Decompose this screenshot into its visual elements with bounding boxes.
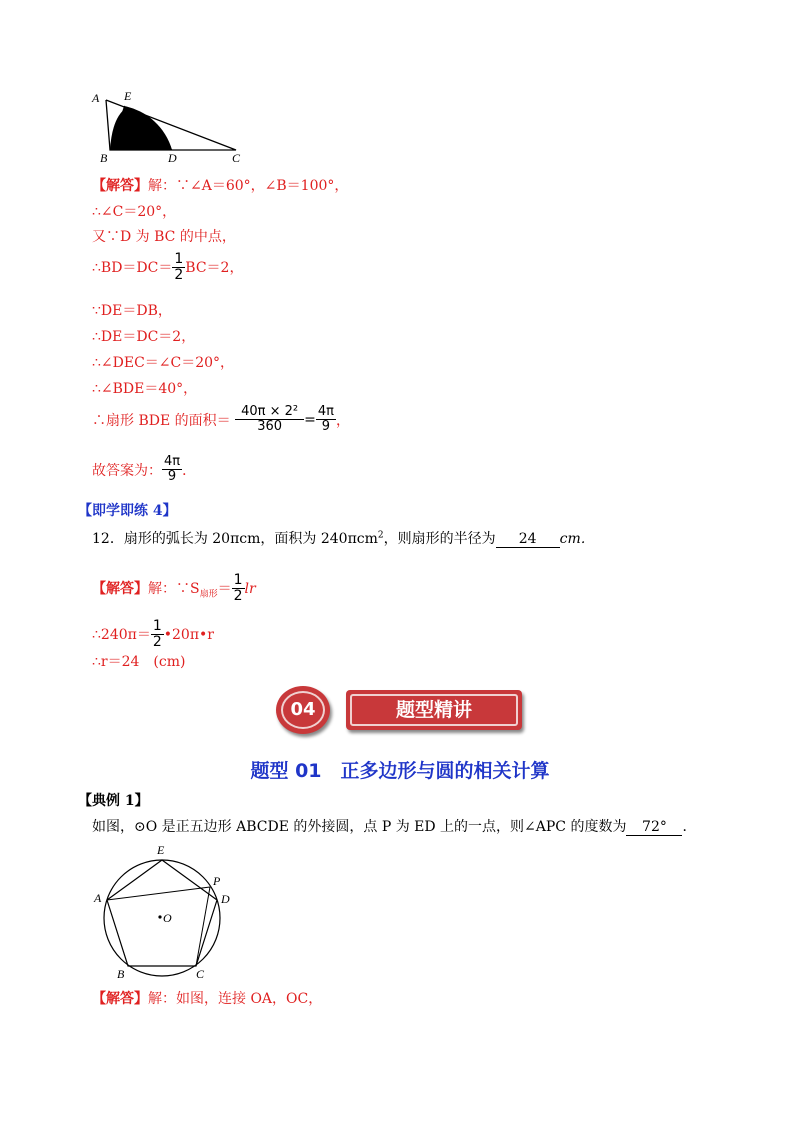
sol1-line7: ∴∠DEC＝∠C＝20°， — [92, 355, 235, 371]
label-p: P — [213, 874, 221, 888]
sol1-line4-suffix: BC＝2， — [185, 259, 244, 276]
sol1-prefix: 【解答】 — [92, 178, 148, 194]
frac-num: 4π — [164, 454, 181, 469]
label-e: E — [124, 89, 132, 103]
section-banner — [276, 686, 526, 736]
label-d: D — [168, 151, 177, 165]
frac-num: 1 — [174, 251, 184, 267]
fraction-half — [232, 573, 245, 605]
sector-overlay — [110, 106, 172, 150]
label-b: B — [100, 151, 108, 165]
sol1-text: 解：∵∠A＝60°，∠B＝100°， — [148, 178, 349, 194]
sol1-line6: ∴DE＝DC＝2， — [92, 329, 196, 345]
practice4-question-sup: 2 — [377, 530, 384, 541]
practice4-sol-prefix: 【解答】 — [92, 580, 148, 597]
frac-num: 40π × 2² — [241, 404, 299, 419]
label-d: D — [221, 892, 230, 906]
label-a: A — [94, 891, 102, 905]
fraction-half — [172, 252, 185, 284]
example1-solution — [92, 988, 322, 1008]
banner-number: 04 — [281, 691, 325, 729]
practice4-question-prefix: 12．扇形的弧长为 20πcm，面积为 240πcm — [92, 531, 378, 547]
banner-bar — [346, 690, 522, 730]
practice4-sol-sub: 扇形 — [199, 589, 218, 600]
answer-blank: 24 — [496, 531, 560, 548]
frac-den: 2 — [174, 267, 184, 284]
triangle-figure — [84, 88, 254, 166]
label-c: C — [196, 967, 205, 980]
example1-sol-text: 解：如图，连接 OA，OC， — [148, 991, 323, 1007]
sol1-line8: ∴∠BDE＝40°， — [92, 381, 198, 397]
sol1-line2: ∴∠C＝20°， — [92, 204, 177, 220]
practice4-heading: 【即学即练 4】 — [78, 503, 177, 519]
equals-sign: = — [304, 411, 316, 428]
sol1-line9-prefix: ∴扇形 BDE 的面积＝ — [92, 412, 231, 429]
sol1-line1 — [92, 175, 348, 195]
circumcircle — [104, 860, 220, 976]
frac-den: 360 — [235, 419, 304, 434]
sol1-line3: 又∵D 为 BC 的中点， — [92, 229, 236, 245]
example1-question-suffix: ． — [682, 819, 697, 835]
frac-num: 1 — [233, 572, 243, 588]
label-e: E — [157, 843, 165, 857]
answer-blank: 72° — [626, 819, 682, 836]
frac-num: 4π — [317, 404, 334, 419]
frac-num: 1 — [152, 618, 162, 634]
sol1-line10 — [92, 455, 196, 485]
example1-sol-prefix: 【解答】 — [92, 991, 148, 1007]
fraction-result — [316, 405, 336, 435]
practice4-sol-suffix: lr — [244, 580, 256, 597]
label-b: B — [117, 967, 125, 980]
sol1-line9-suffix: ， — [335, 412, 350, 429]
sol1-line4-prefix: ∴BD＝DC＝ — [92, 259, 173, 276]
banner-circle — [276, 686, 330, 734]
fraction-area — [235, 405, 304, 435]
sol1-line5: ∵DE＝DB， — [92, 303, 172, 319]
practice4-sol-text: 解：∵S — [148, 580, 200, 597]
frac-den: 9 — [162, 469, 182, 484]
sol1-line10-suffix: ． — [182, 462, 197, 479]
label-a: A — [92, 91, 100, 105]
fraction-half — [151, 619, 164, 651]
frac-den: 2 — [152, 634, 162, 651]
practice4-sol-line3: ∴r＝24 (cm) — [92, 654, 186, 670]
frac-den: 9 — [316, 419, 336, 434]
label-o: O — [163, 911, 172, 925]
banner-title: 题型精讲 — [350, 694, 518, 726]
practice4-sol2-suffix: •20π•r — [163, 626, 214, 643]
frac-den: 2 — [233, 588, 243, 605]
sol1-line9 — [92, 405, 350, 435]
practice4-sol-line1 — [92, 573, 256, 605]
pentagon-circle-figure — [90, 840, 240, 980]
practice4-sol-eq: ＝ — [217, 580, 232, 597]
sol1-line10-prefix: 故答案为： — [92, 462, 162, 479]
practice4-question-mid: ，则扇形的半径为 — [383, 531, 496, 547]
sol1-line4 — [92, 252, 243, 284]
fraction-answer — [162, 455, 182, 485]
practice4-sol2-prefix: ∴240π＝ — [92, 626, 151, 643]
practice4-sol-line2 — [92, 619, 214, 651]
example1-question-prefix: 如图，⊙O 是正五边形 ABCDE 的外接圆，点 P 为 ED 上的一点，则∠APC 的度数为 — [92, 819, 627, 835]
example1-heading: 【典例 1】 — [78, 793, 149, 809]
label-c: C — [232, 151, 241, 165]
practice4-question — [92, 528, 595, 548]
example1-question — [92, 816, 696, 836]
practice4-question-suffix: cm． — [559, 531, 595, 547]
pentagon — [107, 860, 217, 966]
center-dot — [158, 915, 161, 918]
section-title: 题型 01 正多边形与圆的相关计算 — [250, 760, 550, 782]
